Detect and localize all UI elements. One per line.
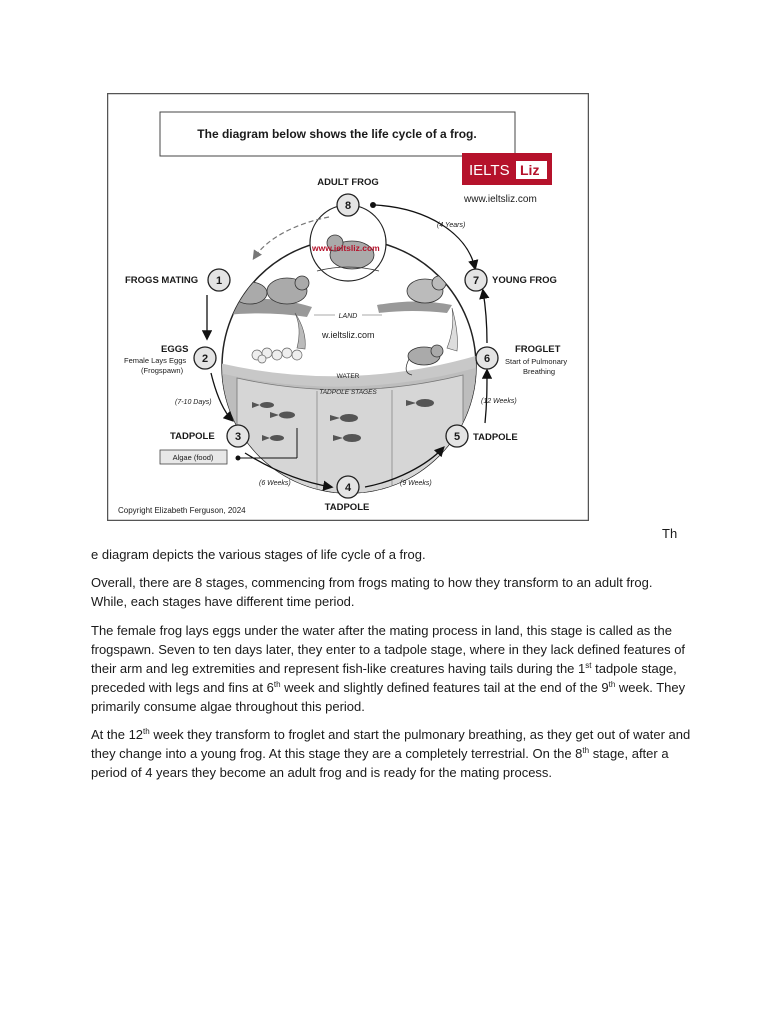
watermark-mid: w.ieltsliz.com	[322, 330, 375, 340]
stage-number: 8	[344, 200, 352, 212]
algae-label: Algae (food)	[172, 453, 214, 462]
label-adult-frog: ADULT FROG	[317, 177, 379, 188]
duration-4-years: (4 Years)	[437, 222, 466, 229]
duration-9-weeks: (9 Weeks)	[400, 480, 432, 487]
stage-badge-4	[337, 476, 359, 498]
label-froglet: FROGLET	[515, 344, 561, 355]
water-label: WATER	[336, 373, 360, 380]
duration-7-10-days: (7-10 Days)	[175, 399, 212, 406]
stage-number: 1	[215, 275, 223, 287]
stage-badge-5	[446, 425, 468, 447]
label-froglet-sub1: Start of Pulmonary	[505, 357, 568, 366]
diagram-svg	[107, 93, 589, 521]
frog-life-cycle-diagram	[107, 93, 589, 521]
stage-badge-1	[208, 269, 230, 291]
paragraph-overview-text: Overall, there are 8 stages, commencing from frogs mating to how they transform to an adult frog. While, each stages have different time period.	[91, 575, 653, 609]
land-label: LAND	[338, 313, 358, 320]
tadpole-stages-label: TADPOLE STAGES	[319, 389, 377, 396]
paragraph-tadpole-stages	[91, 621, 691, 716]
stage-number: 7	[472, 275, 480, 287]
stage-number: 3	[234, 431, 242, 443]
diagram-title: The diagram below shows the life cycle of a frog.	[197, 127, 477, 141]
label-froglet-sub2: Breathing	[523, 367, 556, 376]
label-frogs-mating: FROGS MATING	[125, 275, 199, 286]
logo-text-liz: Liz	[520, 162, 540, 178]
stage-number: 4	[344, 482, 352, 494]
stage-badge-8	[337, 194, 359, 216]
paragraph-froglet-adult	[91, 725, 691, 782]
paragraph-tadpole-stages-text: The female frog lays eggs under the water after the mating process in land, this stage is called as the frogspawn. Seven to ten days later, they enter to a tadpole stage, where in they lack defined features of their arm and leg extremities and represent fish-like creatures having tails during the 1st tadpole stage, preceded with legs and fins at 6th week and slightly defined features tail at the end of the 9th week. They primarily consume algae throughout this period.	[91, 623, 686, 714]
label-tadpole-5: TADPOLE	[473, 432, 518, 443]
duration-6-weeks: (6 Weeks)	[259, 480, 291, 487]
text-fragment: Th	[662, 526, 678, 541]
stage-badge-2	[194, 347, 216, 369]
label-eggs-sub2: (Frogspawn)	[141, 366, 184, 375]
stage-badge-3	[227, 425, 249, 447]
duration-12-weeks: (12 Weeks)	[481, 398, 517, 405]
stage-number: 5	[453, 431, 461, 443]
logo-url: www.ieltsliz.com	[464, 194, 537, 205]
label-young-frog: YOUNG FROG	[492, 275, 557, 286]
paragraph-intro-text: e diagram depicts the various stages of life cycle of a frog.	[91, 547, 426, 562]
watermark-top: www.ieltsliz.com	[312, 243, 380, 253]
paragraph-froglet-adult-text: At the 12th week they transform to froglet and start the pulmonary breathing, as they get out of water and they change into a young frog. At this stage they are a completely terrestrial. On the 8th stage, after a period of 4 years they become an adult frog and is ready for the mating process.	[91, 727, 691, 780]
stage-badge-7	[465, 269, 487, 291]
copyright: Copyright Elizabeth Ferguson, 2024	[118, 506, 246, 515]
label-eggs-sub1: Female Lays Eggs	[124, 356, 187, 365]
label-tadpole-3: TADPOLE	[170, 431, 215, 442]
paragraph-intro	[91, 545, 691, 564]
label-eggs: EGGS	[161, 344, 189, 355]
label-tadpole-4: TADPOLE	[324, 502, 370, 513]
stage-number: 2	[201, 353, 209, 365]
paragraph-overview	[91, 573, 691, 611]
stage-number: 6	[483, 353, 491, 365]
stage-badge-6	[476, 347, 498, 369]
logo-text-ielts: IELTS	[469, 162, 510, 179]
